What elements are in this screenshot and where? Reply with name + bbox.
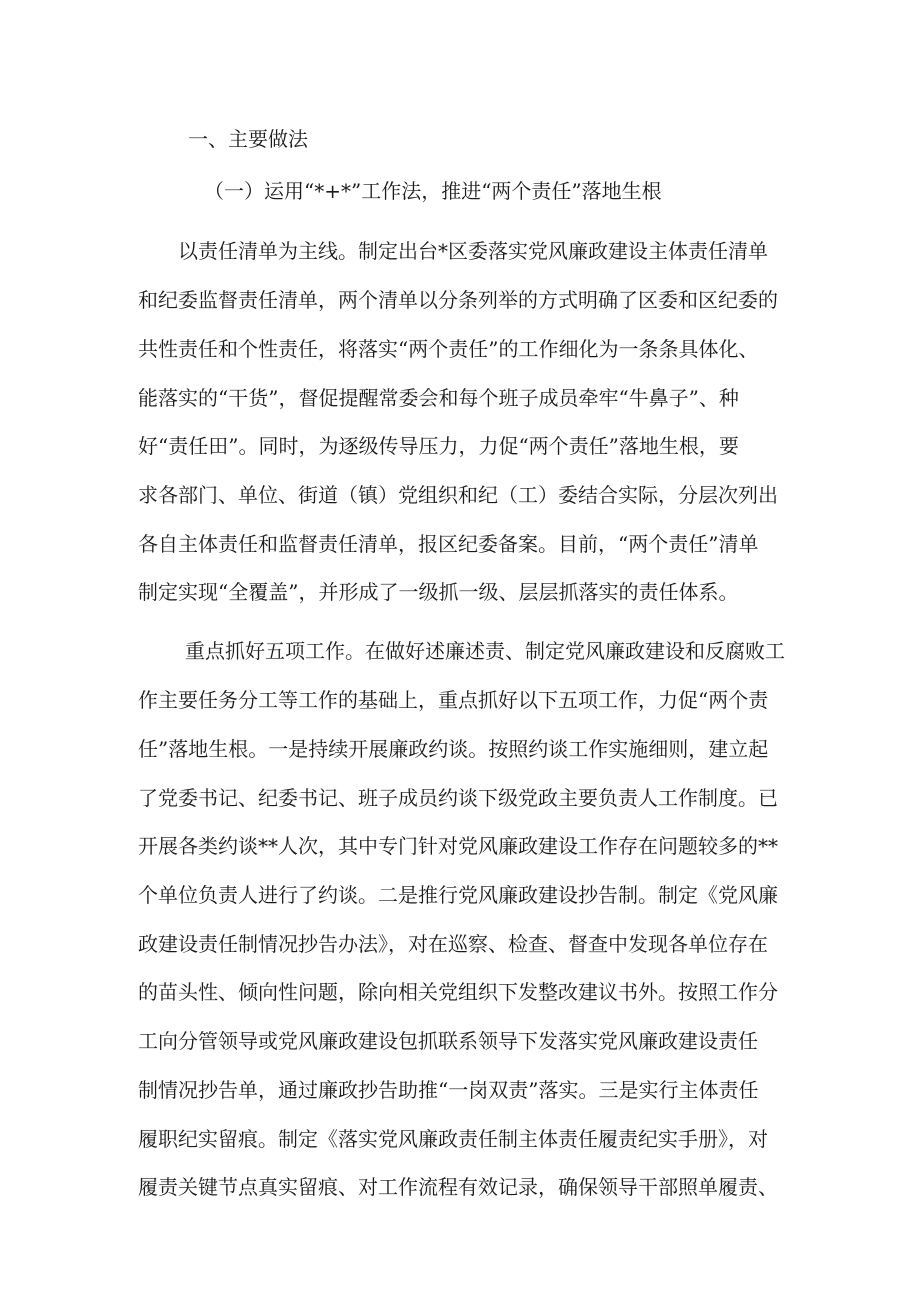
paragraph-line: 个单位负责人进行了约谈。二是推行党风廉政建设抄告制。制定《党风廉 <box>138 883 778 907</box>
section-heading: 一、主要做法 <box>188 127 308 151</box>
paragraph-line: 作主要任务分工等工作的基础上，重点抓好以下五项工作，力促“两个责 <box>138 688 769 712</box>
paragraph-line: 能落实的“干货”，督促提醒常委会和每个班子成员牵牢“牛鼻子”、种 <box>138 386 739 410</box>
paragraph-line: 以责任清单为主线。制定出台*区委落实党风廉政建设主体责任清单 <box>178 239 768 263</box>
paragraph-line: 制情况抄告单，通过廉政抄告助推“一岗双责”落实。三是实行主体责任 <box>138 1078 759 1102</box>
paragraph-line: 各自主体责任和监督责任清单，报区纪委备案。目前，“两个责任”清单 <box>138 532 759 556</box>
paragraph-line: 制定实现“全覆盖”，并形成了一级抓一级、层层抓落实的责任体系。 <box>138 580 739 604</box>
paragraph-line: 履责关键节点真实留痕、对工作流程有效记录，确保领导干部照单履责、 <box>138 1175 778 1199</box>
paragraph-line: 政建设责任制情况抄告办法》，对在巡察、检查、督查中发现各单位存在 <box>138 932 768 956</box>
paragraph-line: 求各部门、单位、街道（镇）党组织和纪（工）委结合实际，分层次列出 <box>138 483 778 507</box>
paragraph-line: 了党委书记、纪委书记、班子成员约谈下级党政主要负责人工作制度。已 <box>138 786 778 810</box>
paragraph-line: 开展各类约谈**人次，其中专门针对党风廉政建设工作存在问题较多的** <box>138 834 778 858</box>
paragraph-line: 工向分管领导或党风廉政建设包抓联系领导下发落实党风廉政建设责任 <box>138 1029 758 1053</box>
paragraph-line: 的苗头性、倾向性问题，除向相关党组织下发整改建议书外。按照工作分 <box>138 980 778 1004</box>
paragraph-line: 履职纪实留痕。制定《落实党风廉政责任制主体责任履责纪实手册》，对 <box>138 1127 768 1151</box>
paragraph-line: 好“责任田”。同时，为逐级传导压力，力促“两个责任”落地生根，要 <box>138 434 739 458</box>
subsection-heading: （一）运用“*+*”工作法，推进“两个责任”落地生根 <box>204 179 662 203</box>
paragraph-line: 重点抓好五项工作。在做好述廉述责、制定党风廉政建设和反腐败工 <box>185 639 785 663</box>
paragraph-line: 和纪委监督责任清单，两个清单以分条列举的方式明确了区委和区纪委的 <box>138 288 778 312</box>
paragraph-line: 共性责任和个性责任，将落实“两个责任”的工作细化为一条条具体化、 <box>138 337 759 361</box>
paragraph-line: 任”落地生根。一是持续开展廉政约谈。按照约谈工作实施细则，建立起 <box>138 737 769 761</box>
